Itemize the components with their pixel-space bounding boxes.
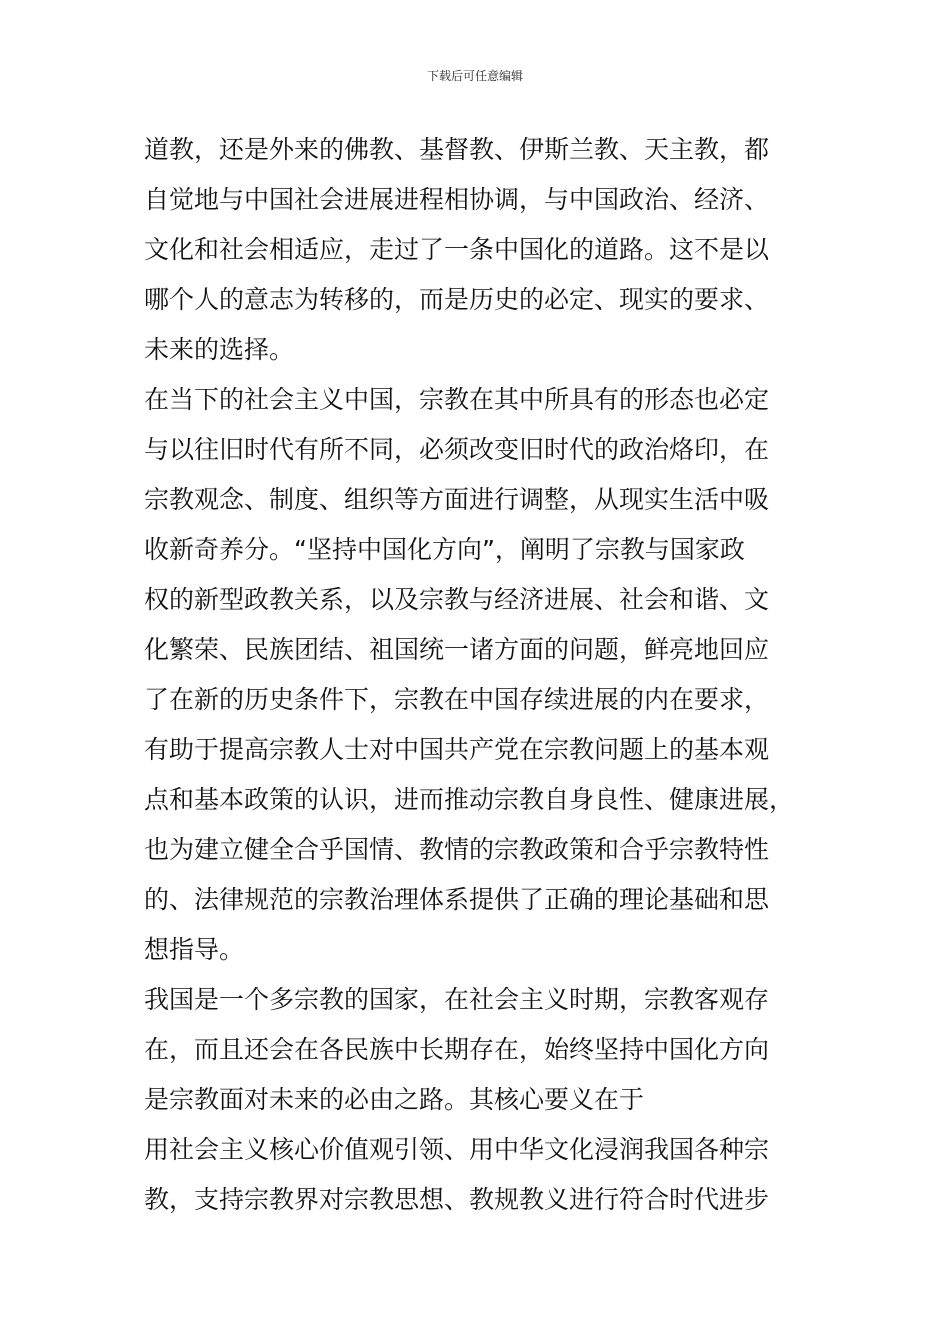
text-line: 宗教观念、制度、组织等方面进行调整，从现实生活中吸 [144, 485, 770, 514]
text-line: 的、法律规范的宗教治理体系提供了正确的理论基础和思 [144, 885, 770, 914]
text-line: 有助于提高宗教人士对中国共产党在宗教问题上的基本观 [144, 735, 770, 764]
text-line: 也为建立健全合乎国情、教情的宗教政策和合乎宗教特性 [144, 835, 770, 864]
text-line: 自觉地与中国社会进展进程相协调，与中国政治、经济、 [144, 185, 770, 214]
text-line: 我国是一个多宗教的国家，在社会主义时期，宗教客观存 [144, 985, 770, 1014]
text-line: 哪个人的意志为转移的，而是历史的必定、现实的要求、 [144, 285, 770, 314]
text-line: 在当下的社会主义中国，宗教在其中所具有的形态也必定 [144, 385, 770, 414]
text-line: 权的新型政教关系，以及宗教与经济进展、社会和谐、文 [144, 585, 770, 614]
text-line: 了在新的历史条件下，宗教在中国存续进展的内在要求， [144, 685, 770, 714]
text-line: 点和基本政策的认识，进而推动宗教自身良性、健康进展， [144, 785, 795, 814]
text-line: 在，而且还会在各民族中长期存在，始终坚持中国化方向 [144, 1035, 770, 1064]
text-line: 教，支持宗教界对宗教思想、教规教义进行符合时代进步 [144, 1185, 770, 1214]
text-line: 化繁荣、民族团结、祖国统一诸方面的问题，鲜亮地回应 [144, 635, 770, 664]
text-line: 是宗教面对未来的必由之路。其核心要义在于 [144, 1085, 645, 1114]
text-line: 收新奇养分。“坚持中国化方向”，阐明了宗教与国家政 [144, 535, 745, 564]
text-line: 想指导。 [144, 935, 245, 964]
text-line: 文化和社会相适应，走过了一条中国化的道路。这不是以 [144, 235, 770, 264]
text-line: 道教，还是外来的佛教、基督教、伊斯兰教、天主教，都 [144, 135, 770, 164]
text-line: 与以往旧时代有所不同，必须改变旧时代的政治烙印，在 [144, 435, 770, 464]
page-header [0, 66, 950, 86]
text-line: 未来的选择。 [144, 335, 295, 364]
document-body [144, 125, 804, 1225]
text-line: 用社会主义核心价值观引领、用中华文化浸润我国各种宗 [144, 1135, 770, 1164]
header-text: 下载后可任意编辑 [426, 69, 523, 83]
